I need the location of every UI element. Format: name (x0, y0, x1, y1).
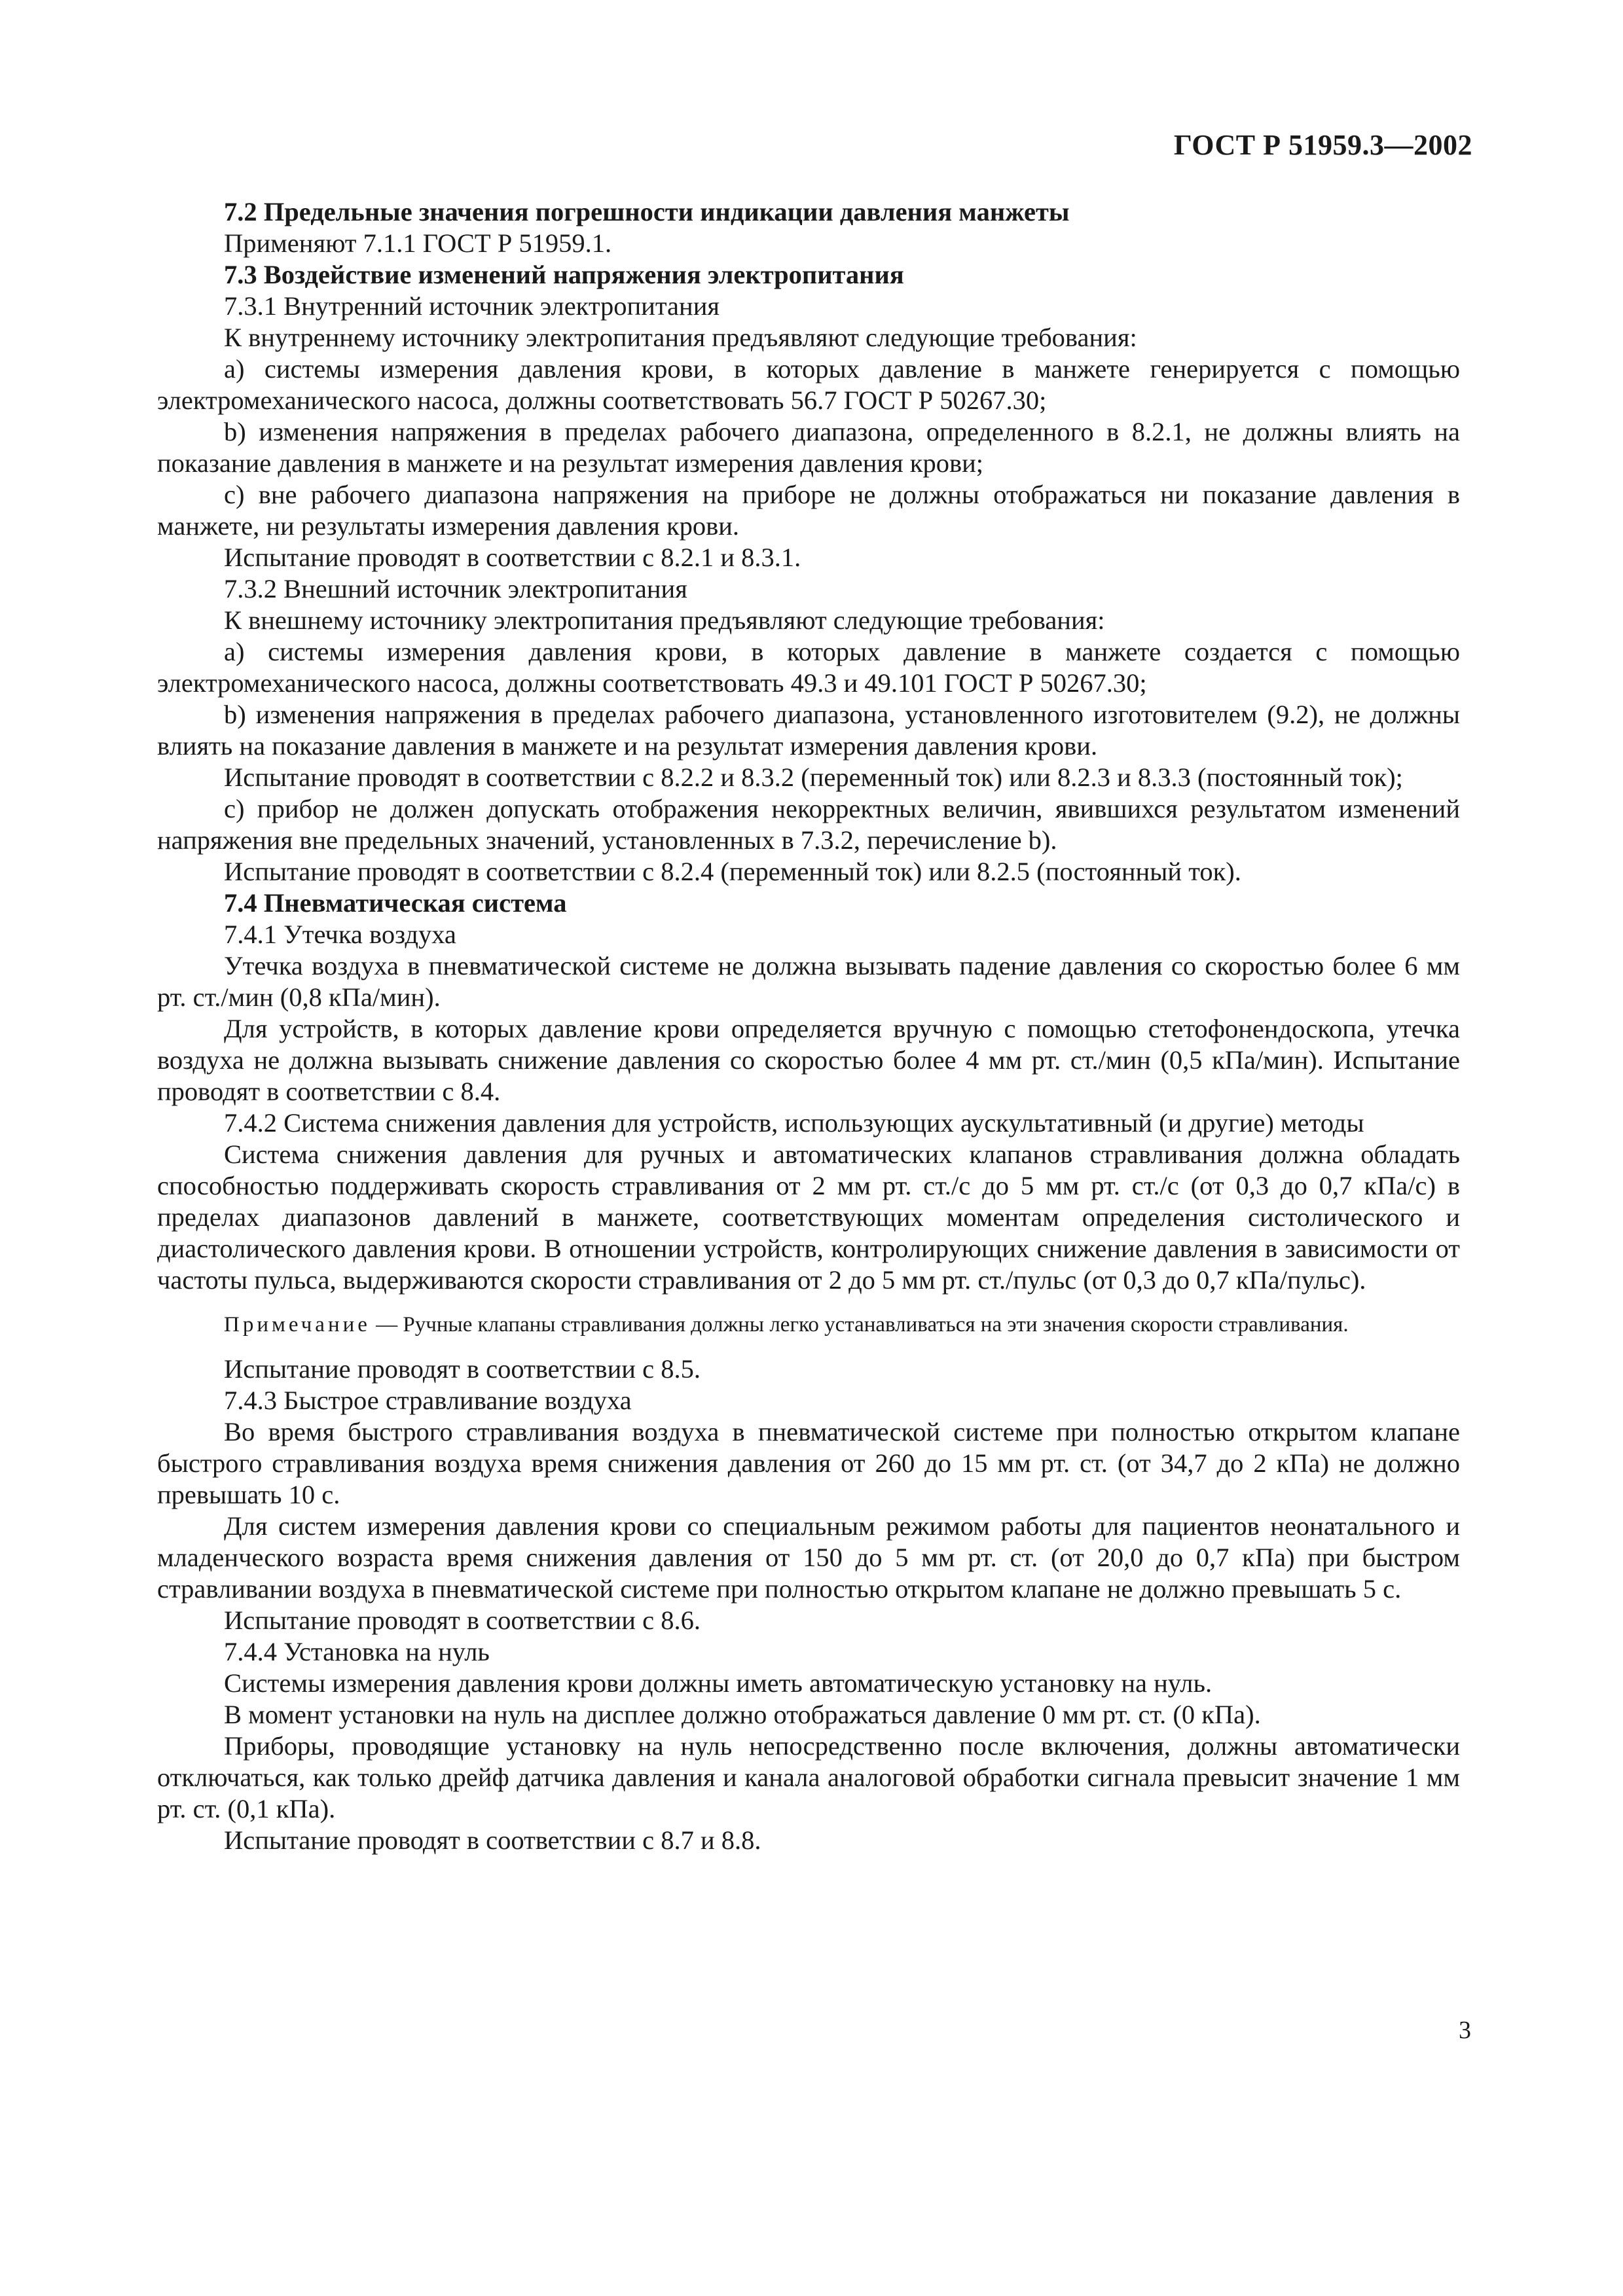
note-label: Примечание (224, 1313, 371, 1336)
document-header: ГОСТ Р 51959.3—2002 (1173, 129, 1472, 161)
paragraph: Для устройств, в которых давление крови определяется вручную с помощью стетофонендоскопа, утечка воздуха не должна вызывать снижение давления со скоростью более 4 мм рт. ст./мин (0,5 кПа/мин). Испытание проводят в соответствии с 8.4. (157, 1014, 1460, 1106)
paragraph: 7.4.1 Утечка воздуха (224, 920, 456, 949)
paragraph: а) системы измерения давления крови, в которых давление в манжете генерируется с помощью электромеханического насоса, должны соответствовать 56.7 ГОСТ Р 50267.30; (157, 354, 1460, 415)
page-number: 3 (1459, 2017, 1471, 2044)
paragraph: 7.4.3 Быстрое стравливание воздуха (224, 1386, 632, 1415)
note (157, 1310, 1460, 1339)
paragraph: c) вне рабочего диапазона напряжения на приборе не должны отображаться ни показание давления в манжете, ни результаты измерения давления крови. (157, 480, 1460, 541)
paragraph: Применяют 7.1.1 ГОСТ Р 51959.1. (224, 228, 612, 258)
section-heading: 7.4 Пневматическая система (224, 888, 567, 918)
paragraph: Испытание проводят в соответствии с 8.2.1 и 8.3.1. (224, 543, 801, 572)
paragraph: b) изменения напряжения в пределах рабочего диапазона, определенного в 8.2.1, не должны влиять на показание давления в манжете и на результат измерения давления крови; (157, 417, 1460, 478)
paragraph: Испытание проводят в соответствии с 8.6. (224, 1605, 701, 1635)
paragraph: b) изменения напряжения в пределах рабочего диапазона, установленного изготовителем (9.2), не должны влиять на показание давления в манжете и на результат измерения давления крови. (157, 700, 1460, 761)
paragraph: Во время быстрого стравливания воздуха в пневматической системе при полностью открытом клапане быстрого стравливания воздуха время снижения давления от 260 до 15 мм рт. ст. (от 34,7 до 2 кПа) не должно превышать 10 с. (157, 1417, 1460, 1509)
paragraph: а) системы измерения давления крови, в которых давление в манжете создается с помощью электромеханического насоса, должны соответствовать 49.3 и 49.101 ГОСТ Р 50267.30; (157, 637, 1460, 698)
paragraph: К внутреннему источнику электропитания предъявляют следующие требования: (224, 323, 1137, 352)
note-text: — Ручные клапаны стравливания должны легко устанавливаться на эти значения скорости стравливания. (376, 1313, 1349, 1336)
paragraph: Испытание проводят в соответствии с 8.2.4 (переменный ток) или 8.2.5 (постоянный ток). (224, 857, 1241, 886)
paragraph: c) прибор не должен допускать отображения некорректных величин, явившихся результатом изменений напряжения вне предельных значений, установленных в 7.3.2, перечисление b). (157, 794, 1460, 855)
paragraph: Испытание проводят в соответствии с 8.5. (224, 1354, 701, 1384)
paragraph: К внешнему источнику электропитания предъявляют следующие требования: (224, 605, 1105, 635)
paragraph: Системы измерения давления крови должны иметь автоматическую установку на нуль. (224, 1668, 1213, 1698)
paragraph: Система снижения давления для ручных и автоматических клапанов стравливания должна обладать способностью поддерживать скорость стравливания от 2 мм рт. ст./с до 5 мм рт. ст./с (от 0,3 до 0,7 кПа/с) в пределах диапазонов давлений в манжете, соответствующих моментам определения систолического и диастолического давления крови. В отношении устройств, контролирующих снижение давления в зависимости от частоты пульса, выдерживаются скорости стравливания от 2 до 5 мм рт. ст./пульс (от 0,3 до 0,7 кПа/пульс). (157, 1139, 1460, 1295)
paragraph: 7.4.2 Система снижения давления для устройств, использующих аускультативный (и другие) методы (224, 1108, 1364, 1138)
paragraph: 7.3.2 Внешний источник электропитания (224, 574, 687, 603)
paragraph: Испытание проводят в соответствии с 8.2.2 и 8.3.2 (переменный ток) или 8.2.3 и 8.3.3 (постоянный ток); (224, 762, 1403, 792)
section-heading: 7.3 Воздействие изменений напряжения электропитания (224, 260, 904, 289)
paragraph: Утечка воздуха в пневматической системе не должна вызывать падение давления со скоростью более 6 мм рт. ст./мин (0,8 кПа/мин). (157, 951, 1460, 1012)
paragraph: Приборы, проводящие установку на нуль непосредственно после включения, должны автоматически отключаться, как только дрейф датчика давления и канала аналоговой обработки сигнала превысит значение 1 мм рт. ст. (0,1 кПа). (157, 1731, 1460, 1823)
paragraph: Испытание проводят в соответствии с 8.7 и 8.8. (224, 1825, 761, 1855)
paragraph: В момент установки на нуль на дисплее должно отображаться давление 0 мм рт. ст. (0 кПа). (224, 1700, 1261, 1729)
paragraph: 7.3.1 Внутренний источник электропитания (224, 291, 720, 321)
paragraph: Для систем измерения давления крови со специальным режимом работы для пациентов неонатального и младенческого возраста время снижения давления от 150 до 5 мм рт. ст. (от 20,0 до 0,7 кПа) при быстром стравливании воздуха в пневматической системе при полностью открытом клапане не должно превышать 5 с. (157, 1511, 1460, 1604)
section-heading: 7.2 Предельные значения погрешности индикации давления манжеты (224, 197, 1070, 226)
document-body (157, 196, 1460, 1856)
paragraph: 7.4.4 Установка на нуль (224, 1637, 490, 1666)
